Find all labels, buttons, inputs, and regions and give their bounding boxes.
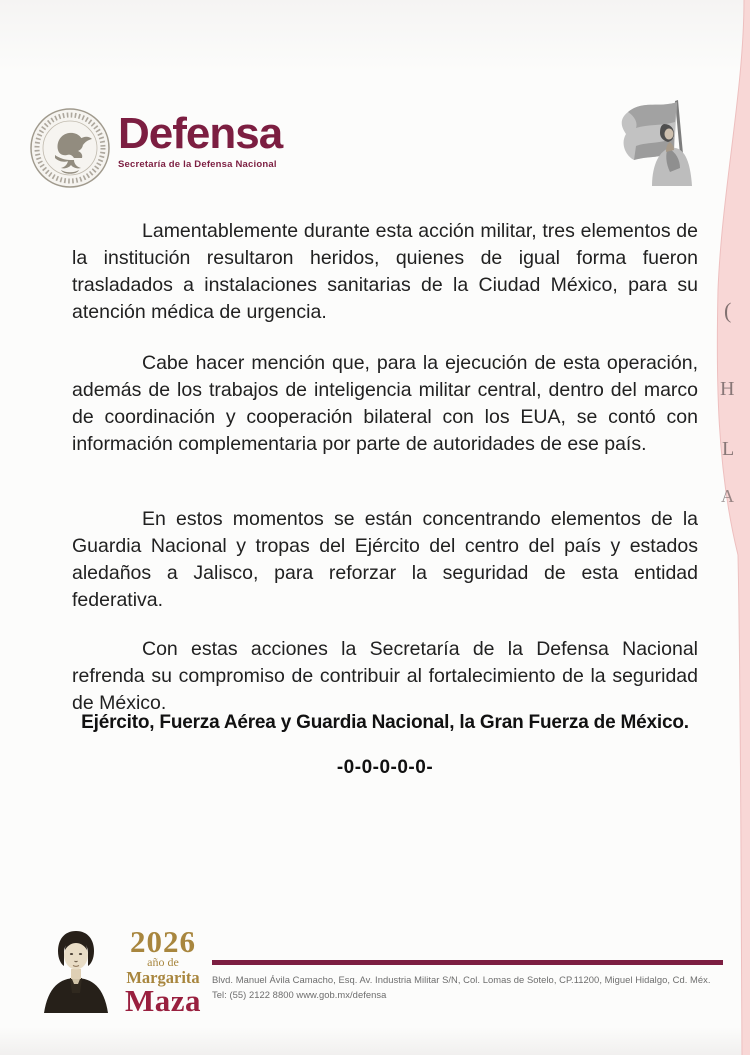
edge-fragment-letter: A xyxy=(721,486,734,506)
edge-fragment-letter: ( xyxy=(724,298,732,323)
document-header xyxy=(0,0,750,200)
margarita-maza-portrait xyxy=(36,923,116,1013)
footer-divider-bar xyxy=(212,960,723,965)
edge-fragment-letter: L xyxy=(722,438,735,460)
slogan-line: Ejército, Fuerza Aérea y Guardia Nacional, la Gran Fuerza de México. xyxy=(81,712,689,733)
brand-block xyxy=(118,110,358,170)
year-number: 2026 xyxy=(130,924,196,959)
flag-bearer-image xyxy=(612,94,708,192)
paragraph-1: Lamentablemente durante esta acción militar, tres elementos de la institución resultaron heridos, quienes de igual forma fueron trasladados a instalaciones sanitarias de la Ciudad México, para su atención médica de urgencia. xyxy=(72,219,698,323)
paragraph-4: Con estas acciones la Secretaría de la Defensa Nacional refrenda su compromiso de contribuir al fortalecimiento de la seguridad de México. xyxy=(72,637,698,714)
sedena-seal-icon xyxy=(28,106,112,190)
address-line-1: Blvd. Manuel Ávila Camacho, Esq. Av. Industria Militar S/N, Col. Lomas de Sotelo, CP.11200, Miguel Hidalgo, Cd. Méx. xyxy=(212,974,711,985)
paragraph-2: Cabe hacer mención que, para la ejecución de esta operación, además de los trabajos de inteligencia militar central, dentro del marco de coordinación y cooperación bilateral con los EUA, se contó con información complementaria por parte de autoridades de ese país. xyxy=(72,351,698,455)
footer-address xyxy=(212,973,737,1002)
paragraph-3: En estos momentos se están concentrando elementos de la Guardia Nacional y tropas del Ejército del centro del país y estados aledaños a Jalisco, para reforzar la seguridad de esta entidad federativa. xyxy=(72,507,698,611)
edge-fragment-letter: H xyxy=(720,378,735,400)
document-footer xyxy=(0,905,750,1035)
person-last-name: Maza xyxy=(124,983,202,1018)
commemorative-year-block xyxy=(112,924,214,1018)
person-first-name: Margarita xyxy=(126,968,200,987)
end-mark: -0-0-0-0-0- xyxy=(336,757,434,778)
year-label: año de xyxy=(147,955,179,969)
brand-subtitle: Secretaría de la Defensa Nacional xyxy=(118,159,277,170)
address-line-2: Tel: (55) 2122 8800 www.gob.mx/defensa xyxy=(212,988,387,1000)
brand-wordmark: Defensa xyxy=(118,109,283,158)
